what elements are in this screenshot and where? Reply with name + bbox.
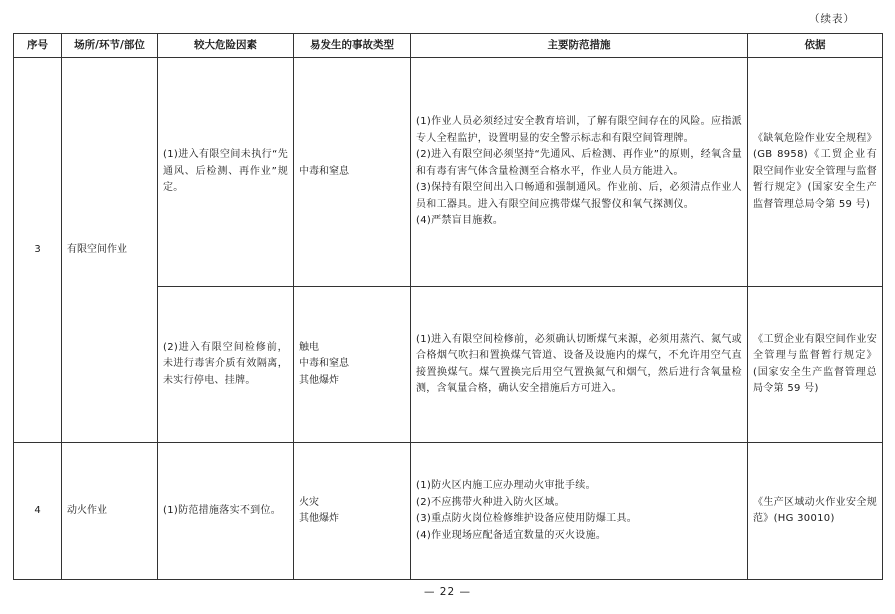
measure-item: (4)作业现场应配备适宜数量的灭火设施。	[416, 529, 607, 541]
measure-item: (2)进入有限空间必须坚持“先通风、后检测、再作业”的原则，经氧含量和有毒有害气体含量检测至合格水平，作业人员方能进入。	[416, 149, 742, 177]
table-row	[14, 58, 883, 287]
measure-item: (2)不应携带火种进入防火区域。	[416, 496, 565, 508]
measures-cell	[411, 58, 748, 287]
measure-item: (3)重点防火岗位检修维护设备应使用防爆工具。	[416, 513, 638, 524]
measure-item: (1)进入有限空间检修前，必须确认切断煤气来源，必须用蒸汽、氮气或合格烟气吹扫和置换煤气管道、设备及设施内的煤气，不允许用空气直接置换煤气。煤气置换完后用空气置换氮气和烟气，然后进行含氧量检测，含氧量合格，确认安全措施后方可进入。	[416, 333, 742, 394]
measure-item: (3)保持有限空间出入口畅通和强制通风。作业前、后，必须清点作业人员和工器具。进入有限空间应携带煤气报警仪和氧气探测仪。	[416, 182, 742, 210]
accident-type: 其他爆炸	[299, 513, 339, 524]
continued-label: （续表）	[809, 13, 855, 25]
accident-cell	[294, 443, 411, 580]
hazard-cell: (2)进入有限空间检修前，未进行毒害介质有效隔离，未实行停电、挂牌。	[158, 287, 294, 443]
header-measures: 主要防范措施	[411, 34, 748, 58]
header-hazard: 较大危险因素	[158, 34, 294, 58]
row-index: 4	[14, 443, 62, 580]
header-accident-type: 易发生的事故类型	[294, 34, 411, 58]
accident-cell	[294, 58, 411, 287]
measures-cell	[411, 287, 748, 443]
header-location: 场所/环节/部位	[62, 34, 158, 58]
measure-item: (1)防火区内施工应办理动火审批手续。	[416, 480, 596, 491]
basis-cell: 《生产区域动火作业安全规范》(HG 30010)	[748, 443, 883, 580]
accident-type: 中毒和窒息	[299, 165, 349, 177]
accident-type: 触电	[299, 341, 319, 353]
row-index: 3	[14, 58, 62, 443]
basis-cell: 《缺氧危险作业安全规程》(GB 8958)《工贸企业有限空间作业安全管理与监督暂行规定》(国家安全生产监督管理总局令第 59 号)	[748, 58, 883, 287]
header-index: 序号	[14, 34, 62, 58]
measure-item: (1)作业人员必须经过安全教育培训，了解有限空间存在的风险。应指派专人全程监护，设置明显的安全警示标志和有限空间管理牌。	[416, 116, 742, 144]
measure-item: (4)严禁盲目施救。	[416, 215, 504, 227]
accident-type: 其他爆炸	[299, 374, 339, 386]
accident-cell	[294, 287, 411, 443]
page-number: — 22 —	[423, 586, 472, 598]
table-header-row	[14, 34, 883, 58]
accident-type: 中毒和窒息	[299, 358, 349, 370]
basis-cell: 《工贸企业有限空间作业安全管理与监督暂行规定》(国家安全生产监督管理总局令第 59 号)	[748, 287, 883, 443]
row-location: 动火作业	[62, 443, 158, 580]
hazard-table	[13, 33, 883, 580]
hazard-cell: (1)进入有限空间未执行“先通风、后检测、再作业”规定。	[158, 58, 294, 287]
table-row	[14, 443, 883, 580]
header-basis: 依据	[748, 34, 883, 58]
row-location: 有限空间作业	[62, 58, 158, 443]
accident-type: 火灾	[299, 496, 319, 508]
hazard-cell: (1)防范措施落实不到位。	[158, 443, 294, 580]
measures-cell	[411, 443, 748, 580]
